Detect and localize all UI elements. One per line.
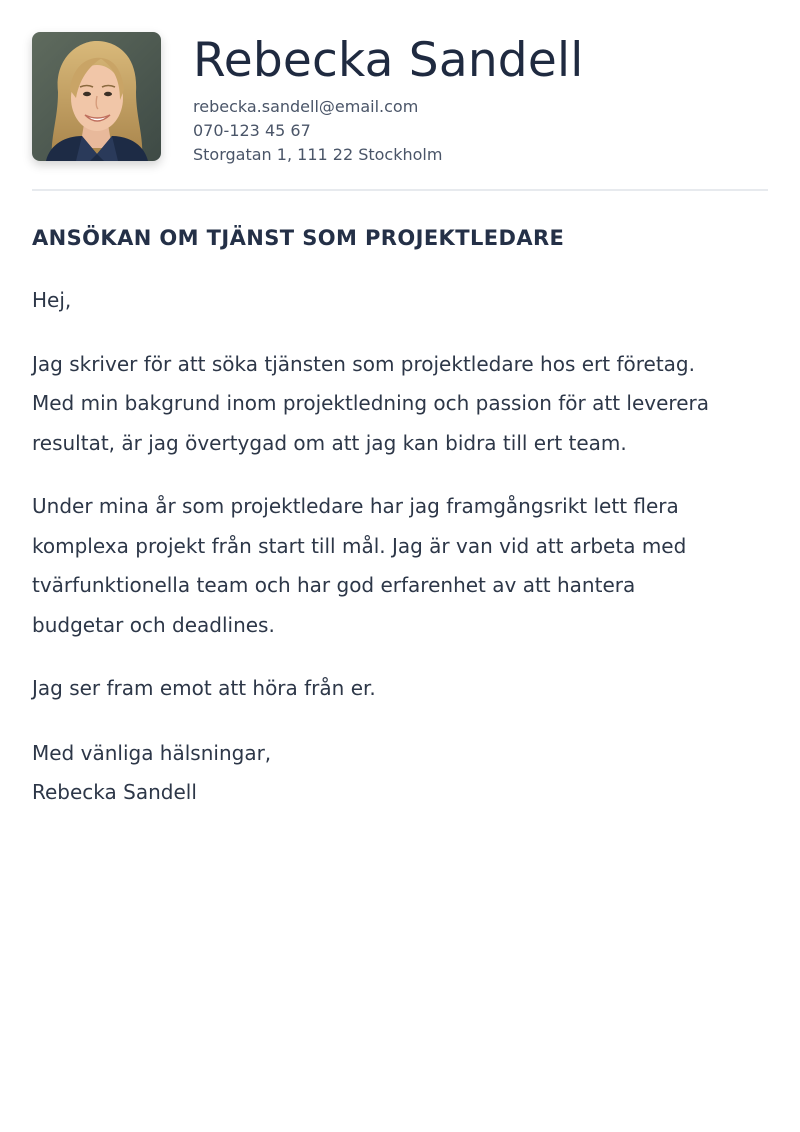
paragraph-line: Under mina år som projektledare har jag framgångsrikt lett flera: [32, 494, 679, 518]
paragraph-line: resultat, är jag övertygad om att jag kan bidra till ert team.: [32, 430, 627, 455]
greeting: Hej,: [32, 288, 72, 312]
applicant-name: Rebecka Sandell: [193, 33, 584, 88]
paragraph-line: Med min bakgrund inom projektledning och passion för att leverera: [32, 391, 709, 415]
paragraph-line: budgetar och deadlines.: [32, 612, 275, 637]
closing: Med vänliga hälsningar,: [32, 740, 272, 765]
paragraph-line: komplexa projekt från start till mål. Jag är van vid att arbeta med: [32, 533, 687, 558]
paragraph-1: [32, 345, 768, 464]
phone-number: 070-123 45 67: [193, 121, 311, 140]
paragraph-3: Jag ser fram emot att höra från er.: [32, 676, 376, 700]
profile-photo: [32, 32, 161, 161]
signature: Rebecka Sandell: [32, 780, 197, 804]
postal-address: Storgatan 1, 111 22 Stockholm: [193, 145, 443, 164]
contact-block: [193, 32, 583, 167]
letter-header: [32, 32, 768, 191]
letter-heading: ANSÖKAN OM TJÄNST SOM PROJEKTLEDARE: [32, 226, 565, 250]
letter-body: [32, 281, 768, 813]
paragraph-2: [32, 487, 768, 645]
paragraph-line: tvärfunktionella team och har god erfarenhet av att hantera: [32, 573, 636, 597]
paragraph-line: Jag skriver för att söka tjänsten som projektledare hos ert företag.: [32, 351, 695, 376]
email-address: rebecka.sandell@email.com: [193, 97, 419, 116]
sign-off: [32, 734, 768, 813]
cover-letter-page: [32, 32, 768, 813]
